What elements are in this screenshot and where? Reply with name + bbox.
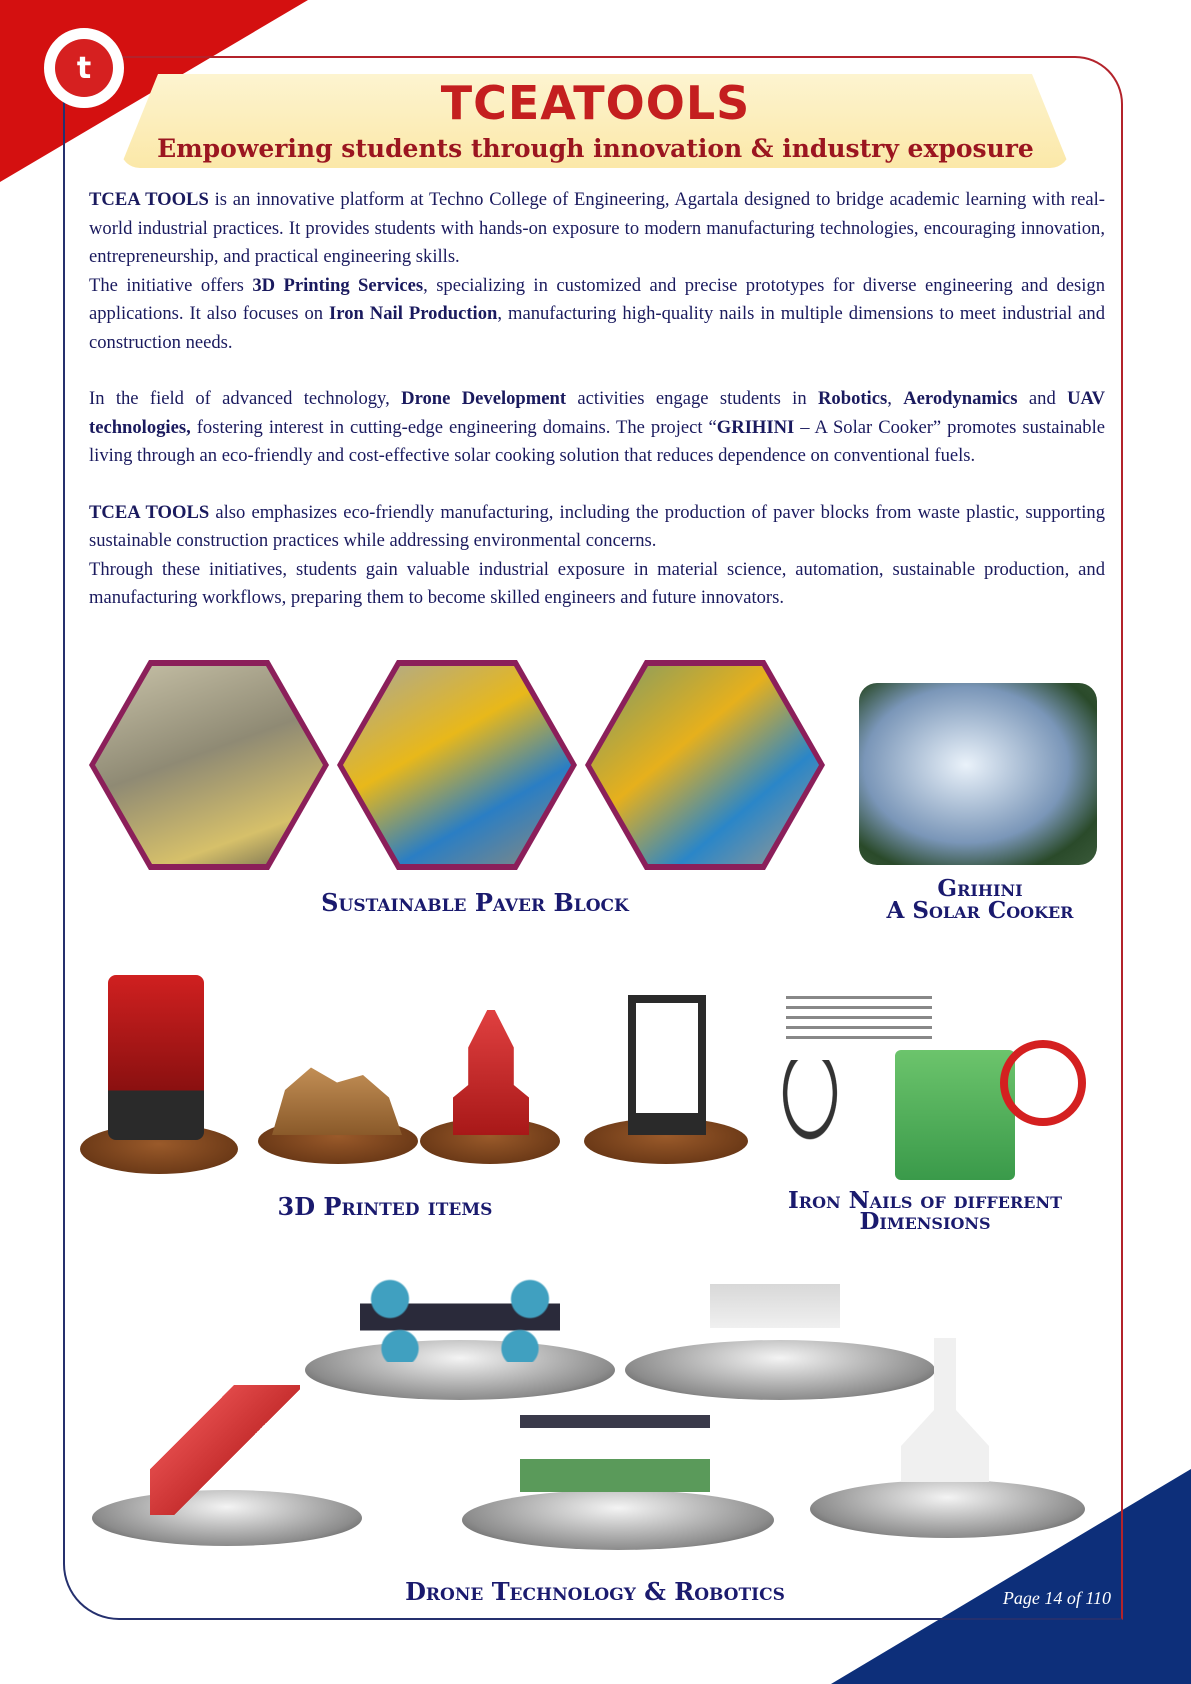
robot-arm-photo bbox=[150, 1385, 300, 1515]
paragraph-3: In the field of advanced technology, Drone Development activities engage students in Robotics, Aerodynamics and UAV technologies, fostering interest in cutting-edge engineering domains. The project “GRIHINI – A Solar Cooker” promotes sustainable living through an eco-friendly and cost-effective solar cooking solution that reduces dependence on conventional fuels. bbox=[89, 388, 1105, 466]
paragraph-2: The initiative offers 3D Printing Services, specializing in customized and precise prototypes for diverse engineering and design applications. It also focuses on Iron Nail Production, manufacturing high-quality nails in multiple dimensions to meet industrial and construction needs. bbox=[89, 274, 1106, 353]
page-title: TCEATOOLS bbox=[440, 76, 751, 130]
college-logo-icon: t bbox=[44, 28, 124, 108]
body-text bbox=[89, 186, 1105, 613]
caption-grihini: Grihini A Solar Cooker bbox=[886, 875, 1074, 924]
paragraph-4: TCEA TOOLS also emphasizes eco-friendly manufacturing, including the production of paver blocks from waste plastic, supporting sustainable construction practices while addressing environmental concerns. bbox=[89, 501, 1105, 551]
page-subtitle: Empowering students through innovation & industry exposure bbox=[157, 134, 1034, 163]
machine-flywheel-photo bbox=[1000, 1040, 1086, 1126]
page-number: Page 14 of 110 bbox=[1002, 1588, 1111, 1608]
paragraph-1: TCEA TOOLS is an innovative platform at Techno College of Engineering, Agartala designed to bridge academic learning with real-world industrial practices. It provides students with hands-on exposure to modern manufacturing technologies, encouraging innovation, entrepreneurship, and practical engineering skills. bbox=[89, 189, 1105, 267]
solar-car-photo bbox=[520, 1415, 710, 1525]
solar-cooker-photo bbox=[859, 683, 1097, 865]
nail-machine-photo bbox=[895, 1050, 1015, 1180]
rover-robot-photo bbox=[710, 1240, 840, 1350]
iron-nails-photo bbox=[786, 996, 932, 1044]
caption-iron-nails: Iron Nails of different Dimensions bbox=[788, 1187, 1062, 1235]
drone-photo bbox=[360, 1272, 560, 1362]
caption-paver-block: Sustainable Paver Block bbox=[321, 888, 629, 917]
resin-printer-photo bbox=[108, 975, 204, 1140]
nail-coil-photo bbox=[765, 1060, 855, 1170]
paragraph-5: Through these initiatives, students gain valuable industrial exposure in material science, automation, sustainable production, and manufacturing workflows, preparing them to become skilled engineers and future innovators. bbox=[89, 558, 1105, 608]
caption-3d-printed: 3D Printed items bbox=[277, 1192, 493, 1221]
fdm-printer-photo bbox=[628, 995, 706, 1135]
caption-drone-robotics: Drone Technology & Robotics bbox=[405, 1577, 785, 1606]
